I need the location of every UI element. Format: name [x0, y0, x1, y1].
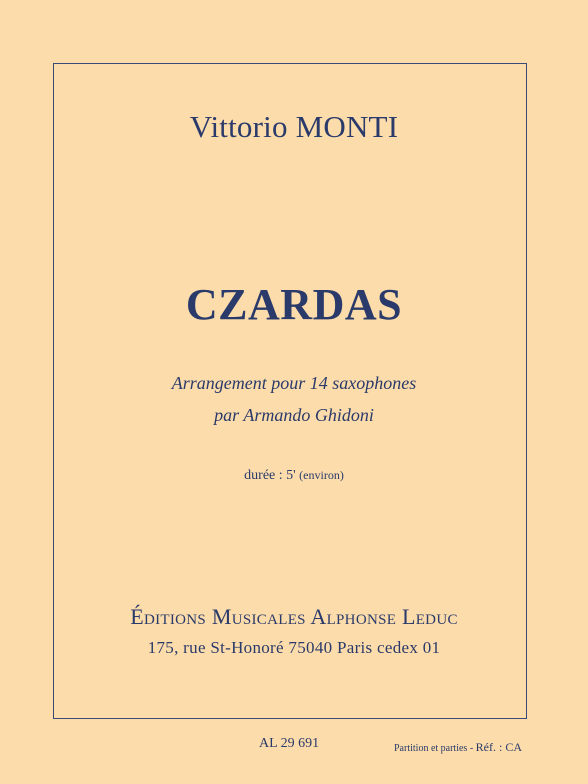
duration-note: (environ) — [299, 468, 344, 482]
reference-code: Réf. : CA — [475, 740, 523, 754]
publisher-name: Éditions Musicales Alphonse Leduc — [130, 604, 458, 629]
arranger-line: par Armando Ghidoni — [214, 405, 374, 425]
publisher-address: 175, rue St-Honoré 75040 Paris cedex 01 — [147, 638, 441, 657]
duration-label: durée : 5' — [244, 468, 296, 483]
reference-info — [394, 740, 522, 755]
composer-name: Vittorio MONTI — [189, 109, 399, 144]
work-title: CZARDAS — [185, 280, 403, 329]
reference-separator: - — [469, 743, 474, 754]
arrangement-line: Arrangement pour 14 saxophones — [171, 373, 417, 393]
duration — [0, 468, 588, 484]
catalog-number: AL 29 691 — [259, 736, 320, 751]
contents-label: Partition et parties — [394, 743, 468, 754]
